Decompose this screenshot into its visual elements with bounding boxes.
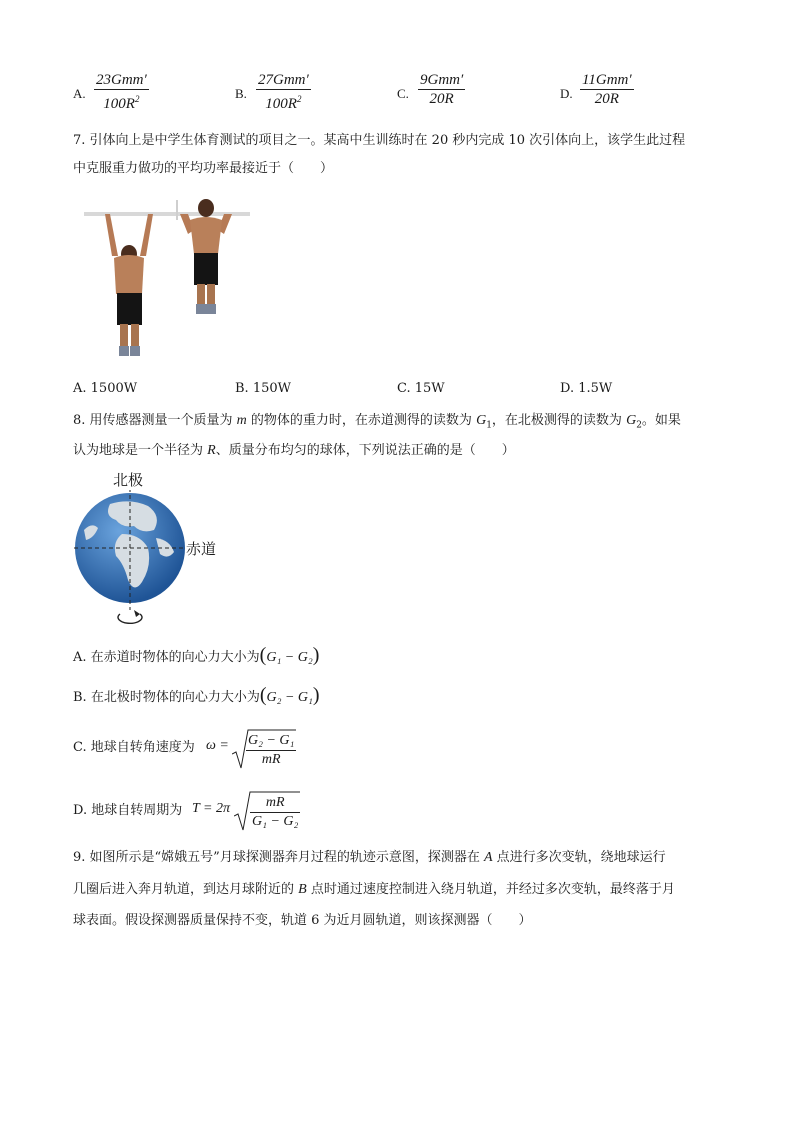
q7-option-a: A. 1500W — [73, 381, 138, 396]
rotation-arrow-icon — [118, 614, 142, 623]
q7-stem-line2: 中克服重力做功的平均功率最接近于（ ） — [73, 161, 334, 176]
q6-option-b-exponent: 2 — [296, 94, 302, 104]
q6-option-b-numerator: 27Gmm′ — [258, 72, 309, 88]
earth-globe-diagram — [70, 490, 190, 630]
q6-option-b-denominator: 100R — [265, 96, 297, 112]
hanging-person-figure — [105, 214, 153, 356]
var-m: m — [236, 413, 247, 428]
point-a: A — [483, 850, 493, 865]
q9-stem-line1: 9. 如图所示是“嫦娥五号”月球探测器奔月过程的轨迹示意图，探测器在 A 点进行多次变轨，绕地球运行 — [73, 850, 666, 865]
q6-option-d-fraction — [580, 71, 634, 108]
q6-option-d-denominator: 20R — [594, 91, 619, 107]
q7-option-d: D. 1.5W — [560, 381, 613, 396]
point-b: B — [298, 882, 307, 897]
q6-option-b-letter: B. — [235, 86, 247, 101]
q6-option-c-numerator: 9Gmm′ — [420, 72, 464, 88]
q6-option-a-denominator: 100R — [103, 96, 135, 112]
q6-option-b-fraction — [256, 71, 311, 113]
raised-person-figure — [180, 199, 232, 314]
var-g1: G — [476, 413, 487, 428]
var-r: R — [207, 443, 216, 458]
q8-option-a-expr: G₁ − G₂ — [266, 650, 313, 665]
pull-up-illustration — [80, 196, 260, 368]
q7-stem-line1: 7. 引体向上是中学生体育测试的项目之一。某高中生训练时在 20 秒内完成 10 次引体向上，该学生此过程 — [73, 133, 686, 148]
q8-option-c-denominator: mR — [261, 752, 281, 767]
q8-option-b: B. 在北极时物体的向心力大小为(G₂ − G₁) — [73, 684, 320, 706]
q8-option-d-denominator: G₁ − G₂ — [252, 814, 299, 829]
globe-north-pole-label: 北极 — [113, 471, 144, 489]
q8-option-d-label: D. 地球自转周期为 — [73, 803, 183, 818]
q6-option-d-numerator: 11Gmm′ — [582, 72, 632, 88]
q8-option-c-label: C. 地球自转角速度为 — [73, 740, 195, 755]
q9-stem-line3: 球表面。假设探测器质量保持不变，轨道 6 为近月圆轨道，则该探测器（ ） — [73, 913, 532, 928]
q6-option-c-letter: C. — [397, 86, 409, 101]
q8-option-c-lhs: ω = — [206, 738, 229, 753]
q8-option-c-fraction — [246, 732, 296, 769]
q7-option-c: C. 15W — [397, 381, 445, 396]
q6-option-a-letter: A. — [73, 86, 86, 101]
q6-option-a-fraction — [94, 71, 149, 113]
q8-option-b-expr: G₂ − G₁ — [266, 690, 313, 705]
q8-option-d-lhs: T = 2π — [192, 801, 230, 816]
var-g2: G — [626, 413, 637, 428]
q8-option-c-numerator: G₂ − G₁ — [246, 732, 296, 751]
q6-option-c-fraction — [418, 71, 465, 108]
q6-option-d-letter: D. — [560, 86, 573, 101]
q8-option-a: A. 在赤道时物体的向心力大小为(G₁ − G₂) — [73, 644, 320, 666]
q6-option-c-denominator: 20R — [429, 91, 454, 107]
q7-option-b: B. 150W — [235, 381, 291, 396]
q8-stem-line1: 8. 用传感器测量一个质量为 m 的物体的重力时，在赤道测得的读数为 $G_1$，在北极测得的读数为 $G_2$。如果 — [73, 413, 681, 431]
globe-equator-label: 赤道 — [186, 540, 217, 558]
q8-option-d-fraction — [250, 794, 300, 831]
q6-option-a-exponent: 2 — [134, 94, 140, 104]
q9-stem-line2: 几圈后进入奔月轨道，到达月球附近的 B 点时通过速度控制进入绕月轨道，并经过多次变轨，最终落于月 — [73, 882, 675, 897]
q8-option-d-numerator: mR — [250, 794, 300, 813]
q6-option-a-numerator: 23Gmm′ — [96, 72, 147, 88]
q8-stem-line2: 认为地球是一个半径为 R、质量分布均匀的球体，下列说法正确的是（ ） — [73, 443, 515, 458]
